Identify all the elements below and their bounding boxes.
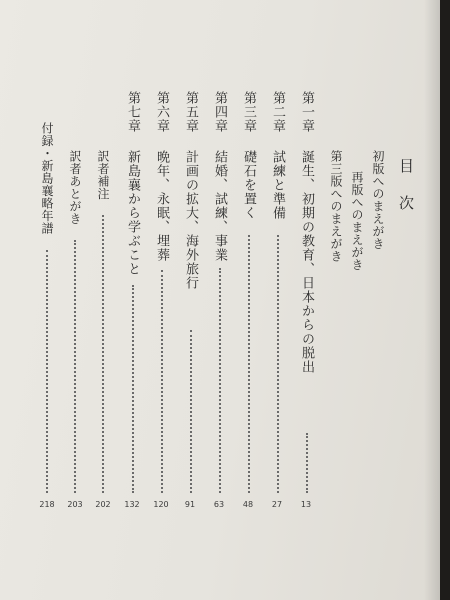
chapter-7-page: 132 [124, 500, 140, 509]
chapter-7-title: 新島襄から学ぶこと [125, 150, 140, 276]
appendix-page: 218 [39, 500, 55, 509]
chapter-1-leader [306, 433, 308, 493]
chapter-1-title: 誕生、初期の教育、日本からの脱出 [299, 150, 314, 374]
chapter-4-title: 結婚、試練、事業 [212, 150, 227, 262]
chapter-2-leader [277, 235, 279, 493]
translator-notes-page: 202 [95, 500, 111, 509]
translator-notes-leader [102, 215, 104, 493]
preface-first-edition: 初版へのまえがき [371, 150, 385, 250]
translator-afterword-title: 訳者あとがき [68, 150, 82, 225]
chapter-5-number: 第五章 [183, 91, 198, 133]
chapter-3-leader [248, 235, 250, 493]
chapter-6-page: 120 [153, 500, 169, 509]
toc-title: 目次 [397, 158, 415, 232]
translator-afterword-page: 203 [67, 500, 83, 509]
preface-second-edition: 再版へのまえがき [350, 171, 364, 271]
appendix-title: 付録・新島襄略年譜 [40, 122, 54, 235]
page-gutter-shadow [424, 0, 440, 600]
chapter-2-page: 27 [271, 500, 283, 509]
chapter-3-page: 48 [242, 500, 254, 509]
chapter-2-number: 第二章 [270, 91, 285, 133]
chapter-7-leader [132, 285, 134, 493]
chapter-5-page: 91 [184, 500, 196, 509]
chapter-6-title: 晩年、永眠、埋葬 [154, 150, 169, 262]
chapter-5-leader [190, 330, 192, 493]
chapter-6-leader [161, 270, 163, 493]
chapter-2-title: 試練と準備 [270, 150, 285, 220]
chapter-1-number: 第一章 [299, 91, 314, 133]
chapter-3-title: 礎石を置く [241, 150, 256, 220]
appendix-leader [46, 250, 48, 493]
translator-afterword-leader [74, 240, 76, 493]
chapter-6-number: 第六章 [154, 91, 169, 133]
chapter-4-leader [219, 268, 221, 493]
chapter-7-number: 第七章 [125, 91, 140, 133]
chapter-4-number: 第四章 [212, 91, 227, 133]
chapter-5-title: 計画の拡大、海外旅行 [183, 150, 198, 290]
preface-third-edition: 第三版へのまえがき [329, 150, 343, 263]
chapter-4-page: 63 [213, 500, 225, 509]
translator-notes-title: 訳者補注 [96, 150, 110, 200]
chapter-1-page: 13 [300, 500, 312, 509]
chapter-3-number: 第三章 [241, 91, 256, 133]
